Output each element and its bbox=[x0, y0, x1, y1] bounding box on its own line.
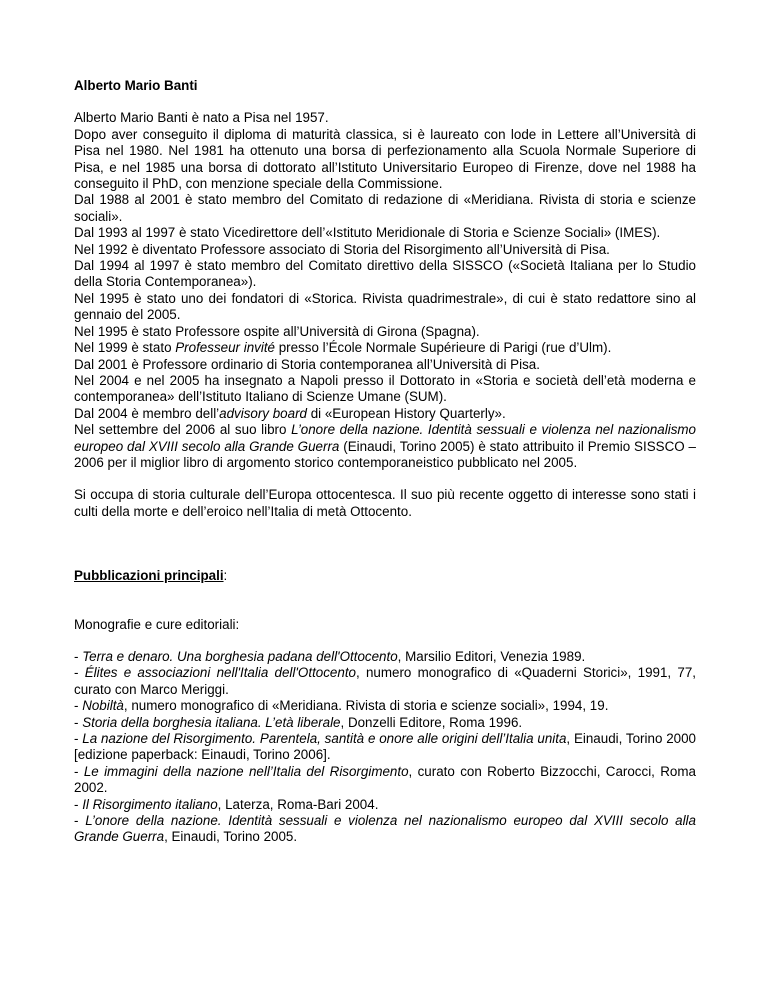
publication-item-text: - bbox=[74, 665, 85, 681]
publication-item-italic: Terra e denaro. Una borghesia padana dell'Ottocento bbox=[82, 648, 398, 664]
publication-item-italic: Élites e associazioni nell'Italia dell'Ottocento bbox=[84, 665, 356, 681]
publication-item bbox=[74, 813, 696, 846]
publications-heading-text: Pubblicazioni principali bbox=[74, 568, 224, 584]
publication-item bbox=[74, 764, 696, 797]
publication-item bbox=[74, 649, 696, 665]
bio-line: Alberto Mario Banti è nato a Pisa nel 1957. bbox=[74, 110, 329, 126]
publication-item-italic: Le immagini della nazione nell’Italia del Risorgimento bbox=[83, 763, 409, 779]
bio-line: Dal 1994 al 1997 è stato membro del Comitato direttivo della SISSCO («Società Italiana per lo Studio della Storia Contemporanea»). bbox=[74, 258, 696, 290]
publication-item-text: - bbox=[74, 796, 83, 812]
publications-heading-colon: : bbox=[223, 568, 228, 584]
bio-line: Nel 1992 è diventato Professore associato di Storia del Risorgimento all’Università di Pisa. bbox=[74, 241, 610, 257]
publication-item-italic: Nobiltà bbox=[82, 698, 124, 714]
bio-line: Nel 1995 è stato uno dei fondatori di «Storica. Rivista quadrimestrale», di cui è stato redattore sino al gennaio del 2005. bbox=[74, 290, 696, 323]
publication-item-text: - bbox=[74, 731, 83, 746]
publication-item bbox=[74, 665, 696, 698]
publication-item-italic: Storia della borghesia italiana. L’età liberale bbox=[82, 714, 341, 730]
bio-line-text: Nel settembre del 2006 al suo libro bbox=[74, 422, 292, 438]
document-title: Alberto Mario Banti bbox=[74, 78, 198, 93]
bio-line: Nel 1995 è stato Professore ospite all’Università di Girona (Spagna). bbox=[74, 323, 480, 339]
bio-line: Dal 1993 al 1997 è stato Vicedirettore dell’«Istituto Meridionale di Storia e Scienze Sociali» (IMES). bbox=[74, 225, 661, 241]
bio-line-text: Nel 1999 è stato bbox=[74, 340, 176, 356]
publication-item-text: - bbox=[74, 763, 84, 779]
bio-line bbox=[74, 422, 696, 471]
publication-item-italic: La nazione del Risorgimento. Parentela, santità e onore alle origini dell’Italia unita bbox=[82, 731, 567, 746]
publication-item-text: , curato con Roberto Bizzocchi, Carocci, Roma 2002. bbox=[74, 763, 696, 796]
summary-paragraph: Si occupa di storia culturale dell’Europa ottocentesca. Il suo più recente oggetto di interesse sono stati i culti della morte e dell’eroico nell’Italia di metà Ottocento. bbox=[74, 487, 696, 519]
publication-item-text: - bbox=[74, 698, 83, 714]
bio-line-text: Dal 2004 è membro dell’ bbox=[74, 405, 220, 421]
publication-item-text: , Donzelli Editore, Roma 1996. bbox=[340, 714, 523, 730]
bio-line bbox=[74, 340, 696, 356]
publication-item-text: - bbox=[74, 813, 86, 829]
publication-item-text: - bbox=[74, 714, 83, 730]
publication-item-text: - bbox=[74, 648, 83, 664]
publication-item-text: , numero monografico di «Quaderni Storici», 1991, 77, curato con Marco Meriggi. bbox=[74, 665, 696, 697]
publication-item-text: , Laterza, Roma-Bari 2004. bbox=[217, 796, 379, 812]
bio-line-italic: L’onore della nazione. Identità sessuali e violenza nel nazionalismo europeo dal XVIII secolo alla Grande Guerra bbox=[74, 422, 696, 454]
publication-item-text: , Marsilio Editori, Venezia 1989. bbox=[397, 648, 586, 664]
bio-line-italic: advisory board bbox=[219, 405, 307, 421]
bio-line: Dal 2001 è Professore ordinario di Storia contemporanea all’Università di Pisa. bbox=[74, 356, 540, 372]
publication-item-text: , Einaudi, Torino 2000 [edizione paperback: Einaudi, Torino 2006]. bbox=[74, 731, 696, 763]
bio-line: Nel 2004 e nel 2005 ha insegnato a Napoli presso il Dottorato in «Storia e società dell’età moderna e contemporanea» dell’Istituto Italiano di Scienze Umane (SUM). bbox=[74, 372, 696, 405]
bio-line: Dal 1988 al 2001 è stato membro del Comitato di redazione di «Meridiana. Rivista di storia e scienze sociali». bbox=[74, 192, 696, 224]
publication-item-text: , Einaudi, Torino 2005. bbox=[164, 829, 298, 845]
publication-item bbox=[74, 715, 696, 731]
publication-item-italic: L’onore della nazione. Identità sessuali e violenza nel nazionalismo europeo dal XVIII secolo alla Grande Guerra bbox=[74, 813, 696, 845]
publication-list bbox=[74, 649, 696, 846]
publication-item bbox=[74, 698, 696, 714]
publication-item-italic: Il Risorgimento italiano bbox=[82, 796, 218, 812]
publication-item-text: , numero monografico di «Meridiana. Rivista di storia e scienze sociali», 1994, 19. bbox=[123, 698, 609, 714]
bio-line-italic: Professeur invité bbox=[175, 340, 275, 356]
bio-line-text: di «European History Quarterly». bbox=[306, 405, 506, 421]
bio-line: Dopo aver conseguito il diploma di maturità classica, si è laureato con lode in Lettere all’Università di Pisa nel 1980. Nel 1981 ha ottenuto una borsa di perfezionamento alla Scuola Normale Superiore di Pisa, e nel 1985 una borsa di dottorato all’Istituto Universitario Europeo di Firenze, dove nel 1988 ha conseguito il PhD, con menzione speciale della Commissione. bbox=[74, 126, 696, 192]
publication-item bbox=[74, 797, 696, 813]
publication-item bbox=[74, 731, 696, 764]
bio-line-text: presso l’École Normale Supérieure di Parigi (rue d’Ulm). bbox=[274, 340, 612, 356]
bio-line-text: (Einaudi, Torino 2005) è stato attribuito il Premio SISSCO – 2006 per il miglior libro di argomento storico contemporaneistico pubblicato nel 2005. bbox=[74, 438, 697, 470]
publications-heading bbox=[74, 568, 696, 584]
document-page bbox=[74, 78, 696, 846]
bio-line bbox=[74, 406, 696, 422]
monographs-subheading: Monografie e cure editoriali: bbox=[74, 616, 240, 632]
biography bbox=[74, 110, 696, 520]
